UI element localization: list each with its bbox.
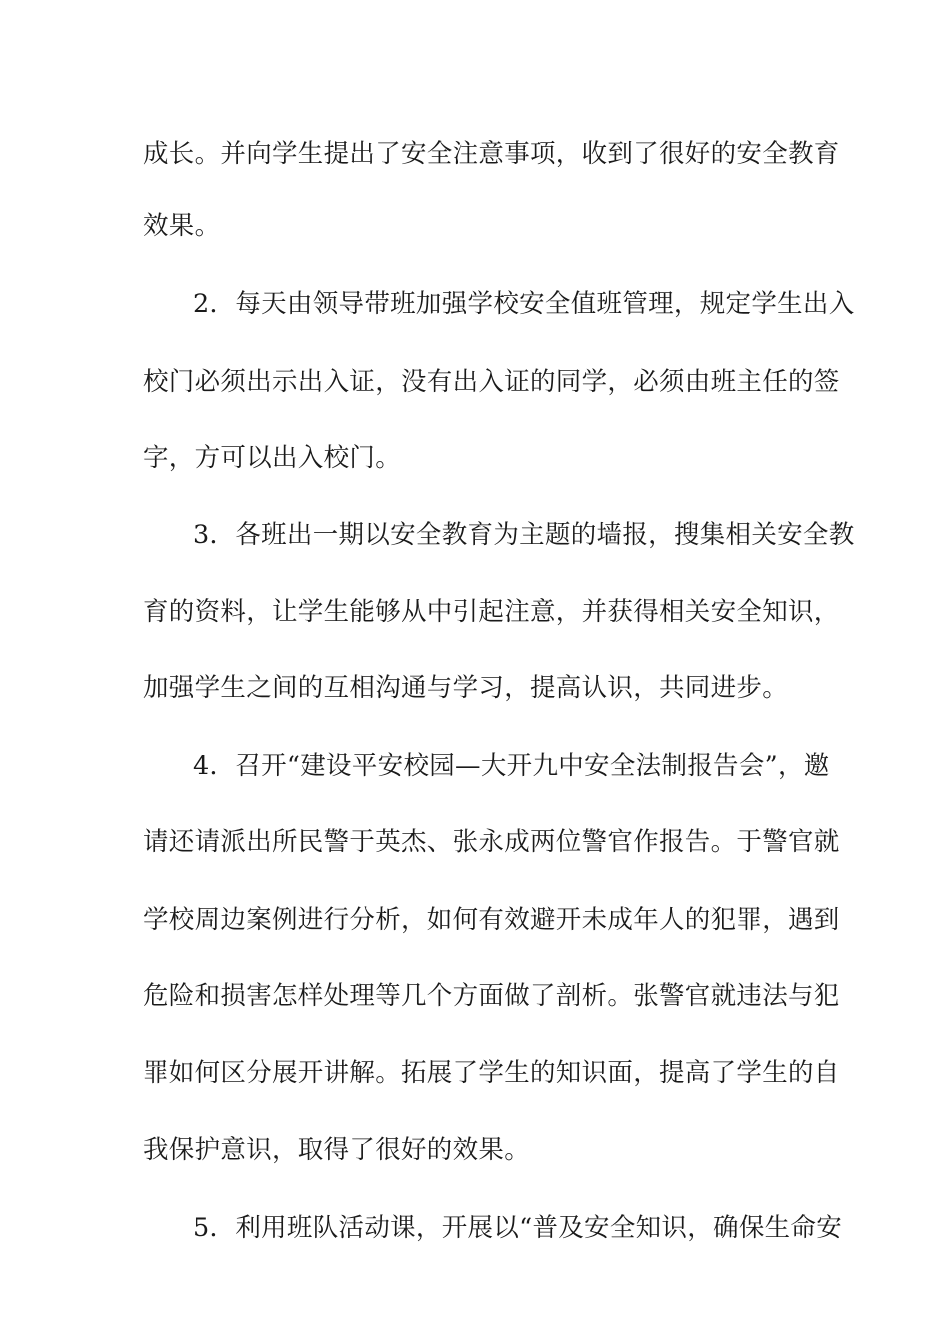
text-line: 罪如何区分展开讲解。拓展了学生的知识面，提高了学生的自 [143,1058,840,1088]
paragraph-2-start: 2．每天由领导带班加强学校安全值班管理，规定学生出入 [193,289,855,319]
text-line: 育的资料，让学生能够从中引起注意，并获得相关安全知识， [143,597,840,627]
text-line: 成长。并向学生提出了安全注意事项，收到了很好的安全教育 [143,139,840,169]
text-line: 校门必须出示出入证，没有出入证的同学，必须由班主任的签 [143,367,840,397]
text-line: 学校周边案例进行分析，如何有效避开未成年人的犯罪，遇到 [143,905,840,935]
paragraph-3-start: 3．各班出一期以安全教育为主题的墙报，搜集相关安全教 [193,520,855,550]
paragraph-5-start: 5．利用班队活动课，开展以“普及安全知识，确保生命安 [193,1213,843,1243]
text-line: 效果。 [143,211,221,241]
text-line: 字，方可以出入校门。 [143,443,402,473]
text-line: 危险和损害怎样处理等几个方面做了剖析。张警官就违法与犯 [143,981,840,1011]
text-line: 我保护意识，取得了很好的效果。 [143,1135,531,1165]
text-line: 请还请派出所民警于英杰、张永成两位警官作报告。于警官就 [143,827,840,857]
paragraph-4-start: 4．召开“建设平安校园—大开九中安全法制报告会”，邀 [193,751,830,781]
text-line: 加强学生之间的互相沟通与学习，提高认识，共同进步。 [143,673,789,703]
